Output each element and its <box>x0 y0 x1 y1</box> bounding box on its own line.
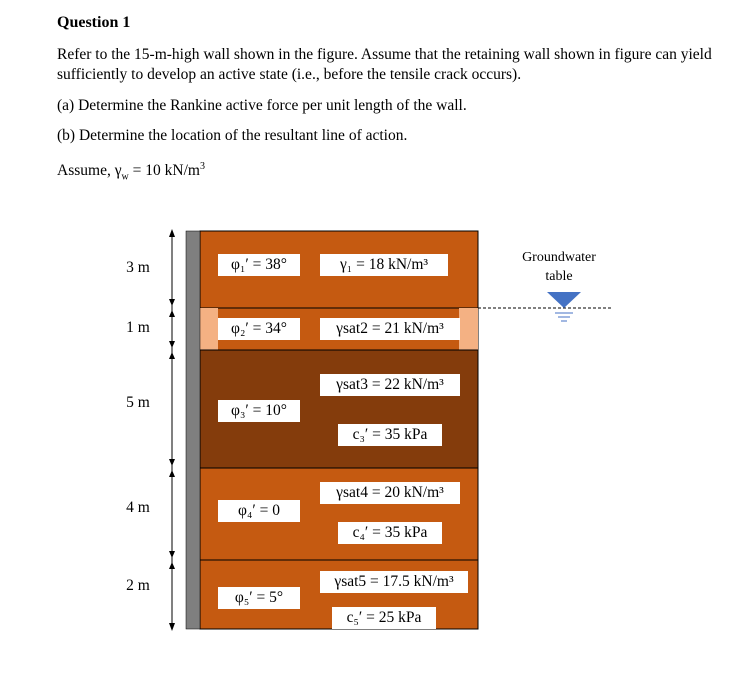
layer-4-phi: φ₄′ = 0 <box>218 500 300 522</box>
assume-sub: w <box>121 171 129 183</box>
water-table-marker-icon <box>547 292 581 308</box>
layer-2-phi: φ₂′ = 34° <box>218 318 300 340</box>
thickness-label-1: 3 m <box>126 259 150 276</box>
layer-1-gamma: γ₁ = 18 kN/m³ <box>320 254 448 276</box>
layer-2-gamma: γsat2 = 21 kN/m³ <box>320 318 460 340</box>
groundwater-table-label <box>504 248 614 286</box>
assume-value: = 10 kN/m <box>128 162 200 180</box>
dimension-arrow-bottom <box>169 623 175 631</box>
layer-3-gamma: γsat3 = 22 kN/m³ <box>320 374 460 396</box>
question-title: Question 1 <box>57 14 131 31</box>
soil-layer-2-right-zone <box>459 308 478 350</box>
layer-1-phi: φ₁′ = 38° <box>218 254 300 276</box>
groundwater-label-line2: table <box>545 269 573 284</box>
layer-5-phi: φ₅′ = 5° <box>218 587 300 609</box>
part-a-text: (a) Determine the Rankine active force per unit length of the wall. <box>57 97 467 114</box>
thickness-label-5: 2 m <box>126 577 150 594</box>
groundwater-label-line1: Groundwater <box>522 250 596 265</box>
layer-5-gamma: γsat5 = 17.5 kN/m³ <box>320 571 468 593</box>
thickness-label-3: 5 m <box>126 394 150 411</box>
layer-5-cohesion: c₅′ = 25 kPa <box>332 607 436 629</box>
layer-3-phi: φ₃′ = 10° <box>218 400 300 422</box>
question-intro: Refer to the 15-m-high wall shown in the figure. Assume that the retaining wall shown in figure can yield sufficiently to develop an active state (i.e., before the tensile crack occurs). <box>57 46 712 83</box>
thickness-label-4: 4 m <box>126 499 150 516</box>
part-b-text: (b) Determine the location of the resultant line of action. <box>57 127 408 144</box>
layer-4-cohesion: c₄′ = 35 kPa <box>338 522 442 544</box>
dimension-arrow-top <box>169 229 175 237</box>
layer-4-gamma: γsat4 = 20 kN/m³ <box>320 482 460 504</box>
layer-3-cohesion: c₃′ = 35 kPa <box>338 424 442 446</box>
assume-sup: 3 <box>199 161 205 172</box>
soil-layer-2-left-zone <box>200 308 218 350</box>
thickness-label-2: 1 m <box>126 319 150 336</box>
assume-prefix: Assume, γ <box>57 162 122 180</box>
retaining-wall <box>186 231 200 629</box>
